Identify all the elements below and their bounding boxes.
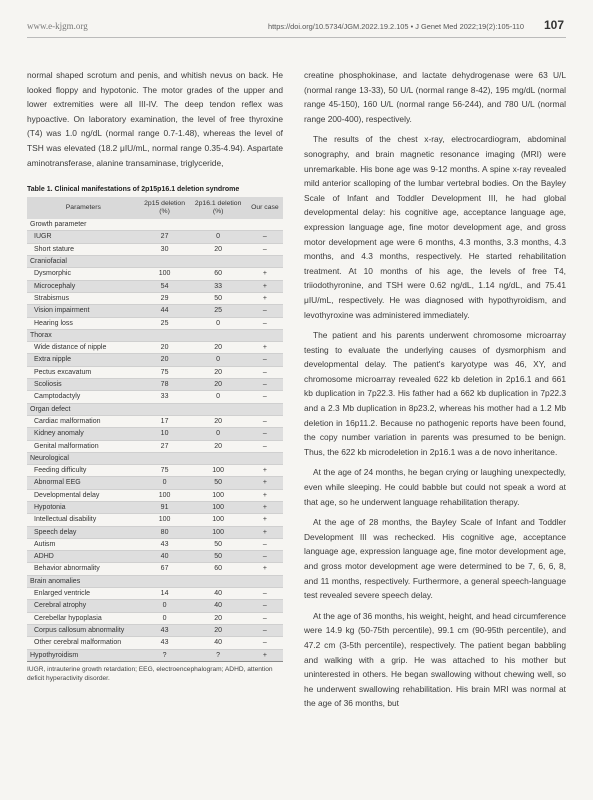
table-cell-value (140, 329, 190, 341)
table-cell-value: 20 (190, 624, 247, 636)
table-cell-value: 33 (140, 391, 190, 403)
col-header-parameters: Parameters (27, 197, 140, 219)
table-cell-parameter: Corpus callosum abnormality (27, 624, 140, 636)
table-cell-value: 78 (140, 379, 190, 391)
table-cell-value: 0 (190, 354, 247, 366)
table-cell-parameter: Hypothyroidism (27, 649, 140, 661)
table-cell-value: 0 (140, 612, 190, 624)
table-cell-value (247, 575, 283, 587)
table-row (27, 305, 283, 317)
table-cell-value: – (247, 379, 283, 391)
table-cell-parameter: Hearing loss (27, 317, 140, 329)
table-cell-value (140, 452, 190, 464)
table-cell-value: 100 (190, 514, 247, 526)
table-cell-value: 40 (190, 588, 247, 600)
table-row (27, 366, 283, 378)
table-cell-value (190, 452, 247, 464)
table-cell-value: 67 (140, 563, 190, 575)
table-cell-value: 20 (190, 243, 247, 255)
table-cell-value: 60 (190, 268, 247, 280)
table-cell-parameter: Craniofacial (27, 256, 140, 268)
table-cell-value: 20 (190, 379, 247, 391)
table-cell-parameter: Scoliosis (27, 379, 140, 391)
table-cell-value: 20 (140, 354, 190, 366)
table-cell-value (140, 256, 190, 268)
table-cell-value (190, 329, 247, 341)
table-cell-value: 0 (140, 477, 190, 489)
table-cell-value: + (247, 489, 283, 501)
table-cell-parameter: ADHD (27, 551, 140, 563)
table-cell-value: 50 (190, 292, 247, 304)
table-cell-value: 20 (190, 612, 247, 624)
table-row (27, 600, 283, 612)
table-cell-value: + (247, 526, 283, 538)
table-cell-value: 100 (190, 465, 247, 477)
table-cell-value: 25 (190, 305, 247, 317)
table-cell-value: 20 (140, 342, 190, 354)
table-cell-value (190, 575, 247, 587)
table-cell-parameter: Autism (27, 538, 140, 550)
table-row (27, 428, 283, 440)
table-cell-value (140, 219, 190, 231)
table-row (27, 465, 283, 477)
table-cell-value: 0 (190, 231, 247, 243)
site-url[interactable]: www.e-kjgm.org (27, 21, 88, 31)
table-cell-value: 100 (140, 514, 190, 526)
table-cell-value: – (247, 600, 283, 612)
table-cell-value (247, 452, 283, 464)
body-paragraph: The results of the chest x-ray, electrocardiogram, abdominal sonography, and brain magnetic resonance imaging (MRI) were unremarkable. His bone age was 9-12 months. A spine x-ray revealed mild anterior scalloping of the lumbar vertebral bodies. On the Bayley Scale of Infant and Toddler Development III, he had global developmental delay: his cognitive age, acceptance language age, expression language age, fine motor development age, and gross motor development age were 6 months, 4.3 months, 3.3 months, 4.3 months, and 4.3 months, respectively. He started rehabilitation treatment. At 10 months of his age, the levels of free T4, triiodothyronine, and TSH were 0.62 ng/dL, 1.14 ng/dL, and 75.41 μIU/mL, respectively. He was diagnosed with hypothyroidism, and levothyroxine was administered immediately. (304, 134, 566, 320)
table-cell-parameter: IUGR (27, 231, 140, 243)
table-cell-value: – (247, 415, 283, 427)
table-cell-parameter: Intellectual disability (27, 514, 140, 526)
table-cell-value: 29 (140, 292, 190, 304)
body-paragraph: At the age of 28 months, the Bayley Scale of Infant and Toddler Development III was rechecked. His cognitive age, acceptance language age, expression language age, fine motor development age, and gross motor development age were determined to be 7, 6, 6, 8, and 11 months, respectively. Furthermore, a general speech-language test revealed severe speech delay. (304, 517, 566, 601)
table-cell-value: – (247, 440, 283, 452)
table-cell-parameter: Dysmorphic (27, 268, 140, 280)
table-cell-value (190, 403, 247, 415)
table-cell-value: 17 (140, 415, 190, 427)
table-category-row (27, 256, 283, 268)
table-cell-parameter: Kidney anomaly (27, 428, 140, 440)
table-cell-parameter: Abnormal EEG (27, 477, 140, 489)
table-category-row (27, 329, 283, 341)
table-cell-value: + (247, 563, 283, 575)
table-cell-value: 50 (190, 477, 247, 489)
table-cell-parameter: Pectus excavatum (27, 366, 140, 378)
table-row (27, 624, 283, 636)
table-row (27, 379, 283, 391)
table-cell-value: 75 (140, 366, 190, 378)
table-cell-value: – (247, 551, 283, 563)
table-cell-value: – (247, 588, 283, 600)
col-header-2p16: 2p16.1 deletion (%) (190, 197, 247, 219)
table-cell-value: 100 (190, 526, 247, 538)
table-cell-value: 0 (190, 428, 247, 440)
table-cell-value: 40 (140, 551, 190, 563)
table-cell-value (247, 256, 283, 268)
table-cell-value: – (247, 317, 283, 329)
table-cell-parameter: Cerebral atrophy (27, 600, 140, 612)
table-cell-value: – (247, 366, 283, 378)
table-row (27, 526, 283, 538)
table-cell-value: ? (190, 649, 247, 661)
citation: https://doi.org/10.5734/JGM.2022.19.2.105 • J Genet Med 2022;19(2):105-110 (268, 22, 524, 31)
table-row (27, 612, 283, 624)
table-cell-parameter: Developmental delay (27, 489, 140, 501)
table-row (27, 489, 283, 501)
page-number: 107 (544, 18, 565, 32)
table-row (27, 514, 283, 526)
table-cell-value: – (247, 391, 283, 403)
table-cell-parameter: Organ defect (27, 403, 140, 415)
left-column (27, 68, 283, 683)
table-footnote: IUGR, intrauterine growth retardation; EEG, electroencephalogram; ADHD, attention deficit hyperactivity disorder. (27, 665, 273, 682)
table-row (27, 588, 283, 600)
table-cell-parameter: Wide distance of nipple (27, 342, 140, 354)
table-row (27, 231, 283, 243)
table-row (27, 268, 283, 280)
table-cell-parameter: Thorax (27, 329, 140, 341)
table-cell-value (247, 219, 283, 231)
table-cell-value: 43 (140, 624, 190, 636)
table-cell-parameter: Feeding difficulty (27, 465, 140, 477)
table-cell-value: + (247, 268, 283, 280)
manifestations-table (27, 197, 283, 662)
table-row (27, 354, 283, 366)
table-cell-parameter: Growth parameter (27, 219, 140, 231)
table-cell-value: 40 (190, 637, 247, 649)
left-paragraphs (27, 68, 283, 170)
table-cell-value: 30 (140, 243, 190, 255)
table-cell-parameter: Strabismus (27, 292, 140, 304)
table-row (27, 501, 283, 513)
table-cell-value: – (247, 612, 283, 624)
table-cell-value: 100 (190, 501, 247, 513)
table-cell-value: 100 (140, 268, 190, 280)
table-cell-value: – (247, 538, 283, 550)
table-cell-parameter: Genital malformation (27, 440, 140, 452)
table-cell-value: – (247, 354, 283, 366)
table-cell-value: 20 (190, 366, 247, 378)
table-row (27, 292, 283, 304)
table-cell-value: ? (140, 649, 190, 661)
table-cell-value (190, 256, 247, 268)
table-cell-value: 25 (140, 317, 190, 329)
table-cell-parameter: Hypotonia (27, 501, 140, 513)
table-row (27, 477, 283, 489)
table-category-row (27, 403, 283, 415)
table-cell-value: 27 (140, 231, 190, 243)
table-row (27, 280, 283, 292)
col-header-2p15: 2p15 deletion (%) (140, 197, 190, 219)
table-cell-value: 27 (140, 440, 190, 452)
table-cell-value: 10 (140, 428, 190, 440)
table-cell-value (140, 403, 190, 415)
table-row (27, 637, 283, 649)
table-cell-parameter: Cardiac malformation (27, 415, 140, 427)
table-cell-value: + (247, 465, 283, 477)
table-category-row (27, 575, 283, 587)
table-cell-value: 40 (190, 600, 247, 612)
table-cell-value: – (247, 231, 283, 243)
table-cell-value: 50 (190, 551, 247, 563)
table-cell-value: 75 (140, 465, 190, 477)
table-cell-value: – (247, 243, 283, 255)
table-cell-value: 0 (190, 391, 247, 403)
table-cell-value: – (247, 637, 283, 649)
table-row (27, 440, 283, 452)
table-cell-value: 50 (190, 538, 247, 550)
table-cell-parameter: Microcephaly (27, 280, 140, 292)
table-cell-value: 20 (190, 342, 247, 354)
table-cell-parameter: Extra nipple (27, 354, 140, 366)
table-cell-value: – (247, 624, 283, 636)
table-cell-value: + (247, 501, 283, 513)
table-cell-value: 54 (140, 280, 190, 292)
table-cell-value: 44 (140, 305, 190, 317)
table-cell-value: 80 (140, 526, 190, 538)
table-cell-value: 14 (140, 588, 190, 600)
table-cell-parameter: Speech delay (27, 526, 140, 538)
table-cell-value: 91 (140, 501, 190, 513)
table-cell-parameter: Behavior abnormality (27, 563, 140, 575)
table-row (27, 563, 283, 575)
table-cell-value: – (247, 305, 283, 317)
right-column (304, 68, 566, 717)
table-cell-value: 0 (190, 317, 247, 329)
table-cell-value: + (247, 649, 283, 661)
table-caption: Table 1. Clinical manifestations of 2p15p16.1 deletion syndrome (27, 186, 240, 194)
table-row (27, 243, 283, 255)
table-cell-value: 100 (140, 489, 190, 501)
table-row (27, 391, 283, 403)
table-category-row (27, 649, 283, 661)
table-cell-value: + (247, 280, 283, 292)
table-cell-value: – (247, 428, 283, 440)
table-cell-value: 43 (140, 538, 190, 550)
table-cell-parameter: Vision impairment (27, 305, 140, 317)
table-row (27, 317, 283, 329)
table-cell-parameter: Other cerebral malformation (27, 637, 140, 649)
body-paragraph: At the age of 24 months, he began crying or laughing unexpectedly, even while sleeping. He could babble but could not speak a word at that age, so he underwent language rehabilitation therapy. (304, 467, 566, 507)
table-row (27, 415, 283, 427)
table-cell-value: + (247, 342, 283, 354)
table-cell-value: 43 (140, 637, 190, 649)
table-cell-value: + (247, 514, 283, 526)
table-row (27, 538, 283, 550)
table-cell-parameter: Neurological (27, 452, 140, 464)
table-cell-parameter: Enlarged ventricle (27, 588, 140, 600)
table-category-row (27, 452, 283, 464)
table-cell-value (247, 329, 283, 341)
table-cell-value (140, 575, 190, 587)
table-cell-value (190, 219, 247, 231)
table-cell-value: 0 (140, 600, 190, 612)
table-cell-value: + (247, 292, 283, 304)
right-paragraphs (304, 68, 566, 711)
body-paragraph: At the age of 36 months, his weight, height, and head circumference were 14.9 kg (50-75th percentile), 99.1 cm (90-95th percentile), and 47.2 cm (3-5th percentile), respectively. The patient began babbling and walking with a grip. He was attached to his mother but uninterested in others. He began swallowing without chewing well, so he underwent swallowing rehabilitation. His brain MRI was normal at the age of 36 months, but (304, 610, 566, 709)
body-paragraph: creatine phosphokinase, and lactate dehydrogenase were 63 U/L (normal range 13-33), 50 U/L (normal range 8-42), 195 mg/dL (normal range 45-150), 160 U/L (normal range 56-244), and 780 U/L (normal range 200-400), respectively. (304, 70, 566, 124)
table-cell-value (247, 403, 283, 415)
table-cell-value: 60 (190, 563, 247, 575)
table-row (27, 551, 283, 563)
table-cell-value: 20 (190, 440, 247, 452)
table-cell-value: 33 (190, 280, 247, 292)
table-cell-value: + (247, 477, 283, 489)
table-row (27, 342, 283, 354)
table-cell-value: 100 (190, 489, 247, 501)
table-category-row (27, 219, 283, 231)
table-header-row (27, 197, 283, 219)
table-cell-parameter: Short stature (27, 243, 140, 255)
header-rule (27, 37, 566, 38)
table-cell-value: 20 (190, 415, 247, 427)
table-cell-parameter: Brain anomalies (27, 575, 140, 587)
table-cell-parameter: Cerebellar hypoplasia (27, 612, 140, 624)
col-header-our-case: Our case (247, 197, 283, 219)
body-paragraph: normal shaped scrotum and penis, and whitish nevus on back. He looked floppy and hypotonic. The motor grades of the upper and lower extremities were all III-IV. The deep tendon reflex was hypoactive. On laboratory examination, the level of free thyroxine (T4) was 1.0 ng/dL (normal range 0.7-1.48), whereas the level of TSH was elevated (18.2 μIU/mL, normal range 0.35-4.94). Aspartate aminotransferase, alanine transaminase, triglyceride, (27, 70, 283, 168)
body-paragraph: The patient and his parents underwent chromosome microarray testing to evaluate the underlying causes of dysmorphism and developmental delay. The patient's karyotype was 46, XY, and chromosome microarray revealed 622 kb deletion in 2p16.1 and 661 kb duplication in 7p22.3. His father had a 662 kb duplication in 7p22.3 and a 2.3 Mb duplication in 8p23.2, whereas his mother had a 1.2 Mb deletion in 16p11.2. Because no pathogenic reports have been found, the copy number variation in parents was presumed to be benign. Thus, the 622 kb microdeletion in 2p16.1 was a de novo inheritance. (304, 330, 566, 457)
table-cell-parameter: Camptodactyly (27, 391, 140, 403)
